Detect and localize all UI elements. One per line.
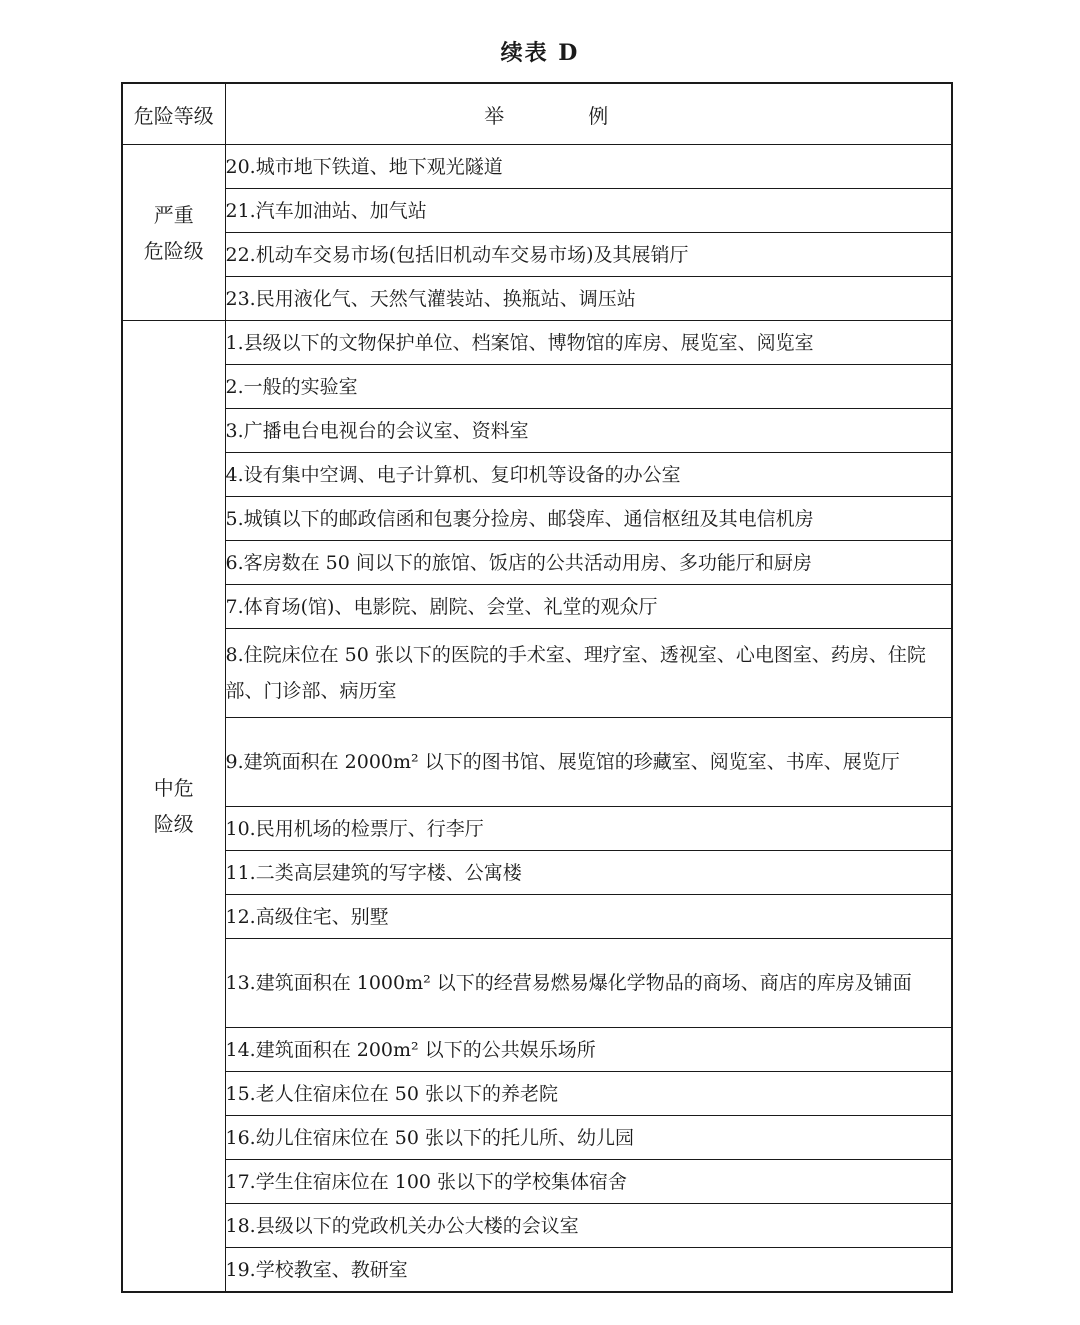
table-row	[122, 189, 952, 233]
table-row	[122, 453, 952, 497]
example-item: 16.幼儿住宿床位在 50 张以下的托儿所、幼儿园	[225, 1116, 952, 1160]
hazard-level-table	[121, 82, 953, 1293]
example-item: 3.广播电台电视台的会议室、资料室	[225, 409, 952, 453]
table-row	[122, 497, 952, 541]
table-row	[122, 1204, 952, 1248]
table-row	[122, 807, 952, 851]
table-row	[122, 409, 952, 453]
table-header-row	[122, 83, 952, 145]
table-row	[122, 277, 952, 321]
example-item: 23.民用液化气、天然气灌装站、换瓶站、调压站	[225, 277, 952, 321]
table-row	[122, 1160, 952, 1204]
example-item: 5.城镇以下的邮政信函和包裹分捡房、邮袋库、通信枢纽及其电信机房	[225, 497, 952, 541]
table-row	[122, 1248, 952, 1293]
example-item: 22.机动车交易市场(包括旧机动车交易市场)及其展销厅	[225, 233, 952, 277]
table-row	[122, 321, 952, 365]
example-item: 8.住院床位在 50 张以下的医院的手术室、理疗室、透视室、心电图室、药房、住院部、门诊部、病历室	[225, 629, 952, 718]
example-item: 2.一般的实验室	[225, 365, 952, 409]
table-row	[122, 1072, 952, 1116]
example-item: 9.建筑面积在 2000m² 以下的图书馆、展览馆的珍藏室、阅览室、书库、展览厅	[225, 718, 952, 807]
table-row	[122, 895, 952, 939]
table-row	[122, 939, 952, 1028]
table-row	[122, 851, 952, 895]
table-row	[122, 233, 952, 277]
example-item: 10.民用机场的检票厅、行李厅	[225, 807, 952, 851]
example-item: 18.县级以下的党政机关办公大楼的会议室	[225, 1204, 952, 1248]
level-cell-severe	[122, 145, 225, 321]
column-header-example: 举例	[225, 83, 952, 145]
example-item: 17.学生住宿床位在 100 张以下的学校集体宿舍	[225, 1160, 952, 1204]
table-row	[122, 629, 952, 718]
table-row	[122, 585, 952, 629]
example-item: 6.客房数在 50 间以下的旅馆、饭店的公共活动用房、多功能厅和厨房	[225, 541, 952, 585]
example-item: 15.老人住宿床位在 50 张以下的养老院	[225, 1072, 952, 1116]
table-row	[122, 365, 952, 409]
column-header-level: 危险等级	[122, 83, 225, 145]
table-row	[122, 1116, 952, 1160]
example-item: 13.建筑面积在 1000m² 以下的经营易燃易爆化学物品的商场、商店的库房及铺面	[225, 939, 952, 1028]
example-item: 11.二类高层建筑的写字楼、公寓楼	[225, 851, 952, 895]
table-row	[122, 145, 952, 189]
table-row	[122, 541, 952, 585]
page-title: 续表 D	[500, 40, 580, 66]
example-item: 20.城市地下铁道、地下观光隧道	[225, 145, 952, 189]
level-label-line: 危险级	[143, 238, 204, 263]
table-row	[122, 1028, 952, 1072]
example-item: 14.建筑面积在 200m² 以下的公共娱乐场所	[225, 1028, 952, 1072]
example-item: 4.设有集中空调、电子计算机、复印机等设备的办公室	[225, 453, 952, 497]
example-item: 7.体育场(馆)、电影院、剧院、会堂、礼堂的观众厅	[225, 585, 952, 629]
level-label-line: 严重	[153, 202, 194, 227]
example-item: 19.学校教室、教研室	[225, 1248, 952, 1293]
example-item: 21.汽车加油站、加气站	[225, 189, 952, 233]
level-cell-medium	[122, 321, 225, 1293]
level-label-line: 中危	[153, 776, 194, 800]
example-item: 12.高级住宅、别墅	[225, 895, 952, 939]
level-label-line: 险级	[153, 812, 194, 836]
table-row	[122, 718, 952, 807]
example-item: 1.县级以下的文物保护单位、档案馆、博物馆的库房、展览室、阅览室	[225, 321, 952, 365]
